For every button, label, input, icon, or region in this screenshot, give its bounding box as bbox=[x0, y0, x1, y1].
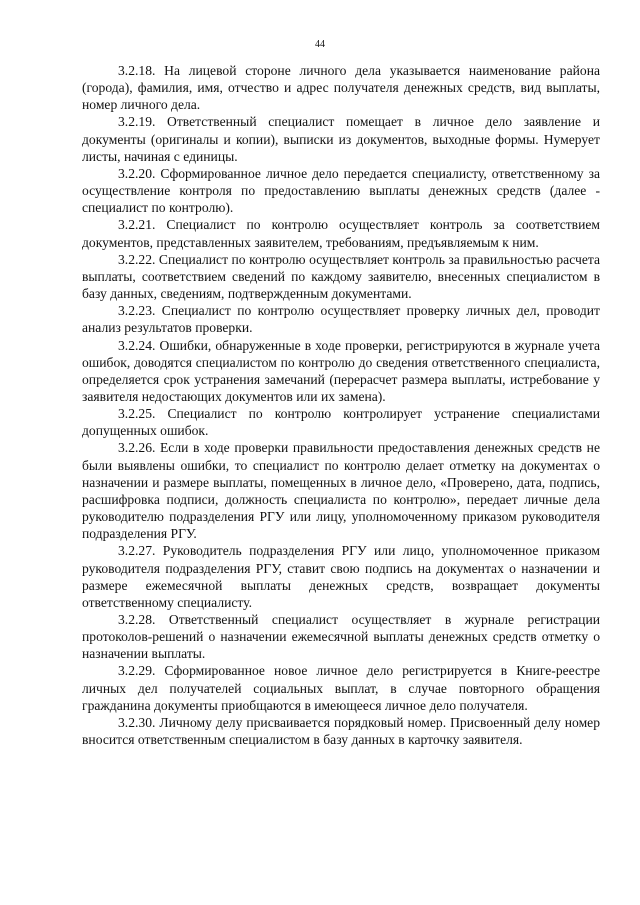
page-number: 44 bbox=[315, 39, 325, 50]
paragraph-3-2-18: 3.2.18. На лицевой стороне личного дела указывается наименование района (города), фамилия, имя, отчество и адрес получателя денежных средств, вид выплаты, номер личного дела. bbox=[82, 63, 600, 113]
paragraph-3-2-25: 3.2.25. Специалист по контролю контролирует устранение специалистами допущенных ошибок. bbox=[82, 406, 600, 439]
paragraph-3-2-23: 3.2.23. Специалист по контролю осуществляет проверку личных дел, проводит анализ результатов проверки. bbox=[82, 303, 600, 336]
paragraph-3-2-30: 3.2.30. Личному делу присваивается порядковый номер. Присвоенный делу номер вносится ответственным специалистом в базу данных в карточку заявителя. bbox=[82, 714, 600, 748]
paragraph-3-2-20: 3.2.20. Сформированное личное дело передается специалисту, ответственному за осуществление контроля по предоставлению выплаты денежных средств (далее - специалист по контролю). bbox=[82, 165, 600, 216]
document-body bbox=[82, 62, 600, 748]
paragraph-3-2-19: 3.2.19. Ответственный специалист помещает в личное дело заявление и документы (оригиналы и копии), выписки из документов, выходные формы. Нумерует листы, начиная с единицы. bbox=[82, 114, 600, 164]
paragraph-3-2-26: 3.2.26. Если в ходе проверки правильности предоставления денежных средств не были выявлены ошибки, то специалист по контролю делает отметку на документах о назначении и размере выплаты, помещенных в личное дело, «Проверено, дата, подпись, расшифровка подписи, должность специалиста по контролю», передает личные дела руководителю подразделения РГУ или лицу, уполномоченному приказом руководителя подразделения РГУ. bbox=[82, 440, 600, 542]
paragraph-3-2-27: 3.2.27. Руководитель подразделения РГУ или лицо, уполномоченное приказом руководителя подразделения РГУ, ставит свою подпись на документах о назначении и размере ежемесячной выплаты денежных средств, возвращает документы ответственному специалисту. bbox=[82, 543, 600, 610]
paragraph-3-2-22: 3.2.22. Специалист по контролю осуществляет контроль за правильностью расчета выплаты, соответствием сведений по каждому заявителю, внесенных специалистом в базу данных, сведениям, подтвержденным документами. bbox=[82, 251, 600, 302]
paragraph-3-2-24: 3.2.24. Ошибки, обнаруженные в ходе проверки, регистрируются в журнале учета ошибок, доводятся специалистом по контролю до сведения ответственного специалиста, определяется срок устранения замечаний (перерасчет размера выплаты, истребование у заявителя недостающих документов или их замена). bbox=[82, 337, 600, 404]
paragraph-3-2-28: 3.2.28. Ответственный специалист осуществляет в журнале регистрации протоколов-решений о назначении ежемесячной выплаты денежных средств отметку о назначении выплаты. bbox=[82, 612, 600, 662]
paragraph-3-2-21: 3.2.21. Специалист по контролю осуществляет контроль за соответствием документов, представленных заявителем, требованиям, предъявляемым к ним. bbox=[82, 217, 600, 250]
paragraph-3-2-29: 3.2.29. Сформированное новое личное дело регистрируется в Книге-реестре личных дел получателей социальных выплат, в случае повторного обращения гражданина документы приобщаются в имеющееся личное дело получателя. bbox=[82, 663, 600, 713]
